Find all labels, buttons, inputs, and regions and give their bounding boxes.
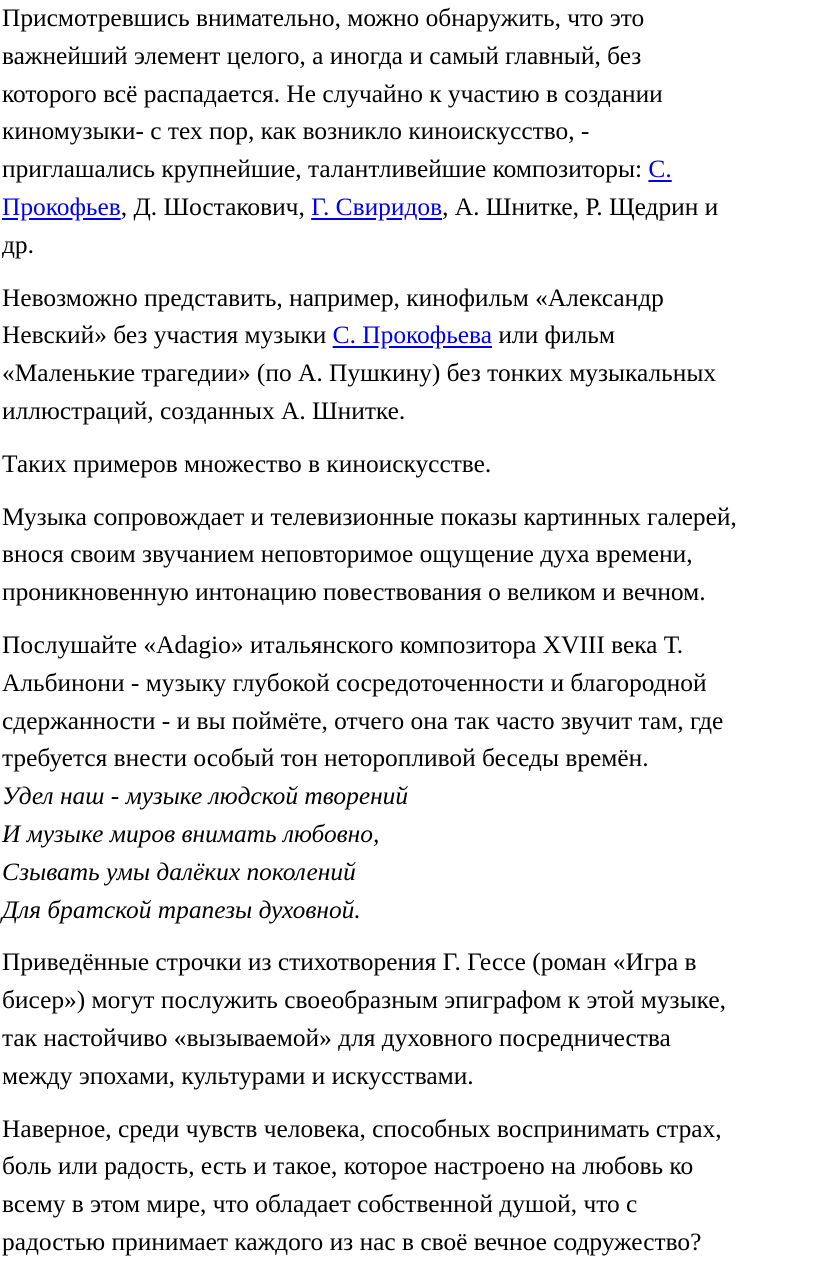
text-line: др. bbox=[2, 230, 34, 259]
paragraph-composers bbox=[2, 0, 814, 265]
text-line: внося своим звучанием неповторимое ощущение духа времени, bbox=[2, 540, 693, 569]
text-line: Приведённые строчки из стихотворения Г. Гессе (роман «Игра в bbox=[2, 948, 697, 977]
link-prokofiev-part2[interactable]: Прокофьев bbox=[2, 192, 121, 221]
document-page bbox=[2, 0, 814, 1262]
text-fragment: приглашались крупнейшие, талантливейшие композиторы: bbox=[2, 155, 649, 184]
verse-line: И музыке миров внимать любовно, bbox=[2, 819, 380, 848]
text-fragment: , Д. Шостакович, bbox=[120, 192, 312, 221]
text-fragment: Невский» без участия музыки bbox=[2, 321, 333, 350]
text-line: Альбинони - музыку глубокой сосредоточенности и благородной bbox=[2, 668, 707, 697]
text-line: сдержанности - и вы поймёте, отчего она так часто звучит там, где bbox=[2, 706, 724, 735]
text-fragment: , А. Шнитке, Р. Щедрин и bbox=[442, 192, 719, 221]
paragraph-films bbox=[2, 280, 814, 431]
text-line: бисер») могут послужить своеобразным эпиграфом к этой музыке, bbox=[2, 986, 726, 1015]
text-line: «Маленькие трагедии» (по А. Пушкину) без тонких музыкальных bbox=[2, 359, 717, 388]
paragraph-hesse bbox=[2, 944, 814, 1095]
verse-line: Для братской трапезы духовной. bbox=[2, 895, 361, 924]
verse-epigraph bbox=[2, 778, 814, 929]
text-line: боль или радость, есть и такое, которое настроено на любовь ко bbox=[2, 1152, 694, 1181]
text-line bbox=[2, 317, 814, 355]
link-sviridov[interactable]: Г. Свиридов bbox=[311, 192, 443, 221]
link-prokofiev-part1[interactable]: С. bbox=[648, 155, 672, 184]
text-line: радостью принимает каждого из нас в своё вечное содружество? bbox=[2, 1227, 702, 1256]
text-line bbox=[2, 151, 814, 189]
paragraph-adagio bbox=[2, 627, 814, 778]
text-line: важнейший элемент целого, а иногда и самый главный, без bbox=[2, 41, 642, 70]
paragraph-examples bbox=[2, 446, 814, 484]
text-line: Музыка сопровождает и телевизионные показы картинных галерей, bbox=[2, 502, 737, 531]
text-line: Наверное, среди чувств человека, способных воспринимать страх, bbox=[2, 1114, 722, 1143]
text-line: Таких примеров множество в киноискусстве. bbox=[2, 449, 492, 478]
verse-line: Сзывать умы далёких поколений bbox=[2, 857, 356, 886]
text-line: всему в этом мире, что обладает собственной душой, что с bbox=[2, 1190, 638, 1219]
text-line: Присмотревшись внимательно, можно обнаружить, что это bbox=[2, 4, 645, 32]
paragraph-television bbox=[2, 499, 814, 612]
link-prokofiev[interactable]: С. Прокофьева bbox=[332, 321, 492, 350]
paragraph-feelings bbox=[2, 1111, 814, 1262]
text-fragment: или фильм bbox=[491, 321, 615, 350]
text-line: Послушайте «Adagio» итальянского композитора XVIII века Т. bbox=[2, 630, 684, 659]
verse-line: Удел наш - музыке людской творений bbox=[2, 782, 409, 811]
text-line: проникновенную интонацию повествования о великом и вечном. bbox=[2, 578, 706, 607]
text-line bbox=[2, 189, 814, 227]
text-line: так настойчиво «вызываемой» для духовного посредничества bbox=[2, 1023, 671, 1052]
text-line: киномузыки- с тех пор, как возникло киноискусство, - bbox=[2, 117, 590, 146]
text-line: Невозможно представить, например, кинофильм «Александр bbox=[2, 283, 664, 312]
text-line: требуется внести особый тон неторопливой беседы времён. bbox=[2, 744, 649, 773]
text-line: иллюстраций, созданных А. Шнитке. bbox=[2, 396, 406, 425]
text-line: которого всё распадается. Не случайно к участию в создании bbox=[2, 79, 663, 108]
text-line: между эпохами, культурами и искусствами. bbox=[2, 1061, 474, 1090]
